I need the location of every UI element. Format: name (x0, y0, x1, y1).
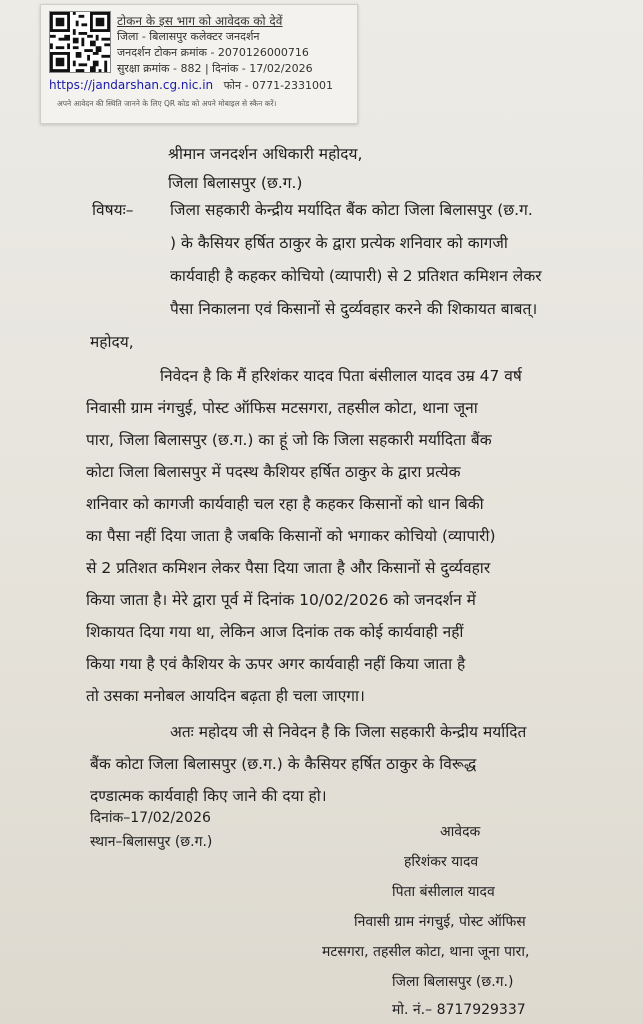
subject-label: विषयः– (92, 201, 134, 219)
signature-line: आवेदक (440, 824, 481, 840)
token-title: टोकन के इस भाग को आवेदक को देवें (117, 14, 283, 28)
subject-line: ) के कैसियर हर्षित ठाकुर के द्वारा प्रत्येक शनिवार को कागजी (170, 234, 508, 252)
token-note: अपने आवेदन की स्थिति जानने के लिए QR कोड को अपने मोबाइल से स्कैन करें। (57, 99, 277, 108)
token-url-link[interactable]: https://jandarshan.cg.nic.in (49, 78, 214, 92)
token-number-line: जनदर्शन टोकन क्रमांक - 2070126000716 (117, 46, 309, 59)
body-line: निवेदन है कि मैं हरिशंकर यादव पिता बंसीलाल यादव उम्र 47 वर्ष (160, 367, 522, 385)
letter-place: स्थान–बिलासपुर (छ.ग.) (90, 834, 213, 850)
signature-line: पिता बंसीलाल यादव (392, 884, 495, 900)
request-line: बैंक कोटा जिला बिलासपुर (छ.ग.) के कैसियर हर्षित ठाकुर के विरूद्ध (90, 755, 477, 773)
body-line: शनिवार को कागजी कार्यवाही चल रहा है कहकर किसानों को धान बिकी (86, 495, 484, 513)
body-line: किया गया है एवं कैशियर के ऊपर अगर कार्यवाही नहीं किया जाता है (86, 655, 466, 673)
addressee-line: जिला बिलासपुर (छ.ग.) (168, 174, 303, 192)
body-line: का पैसा नहीं दिया जाता है जबकि किसानों को भगाकर कोचियो (व्यापारी) (86, 527, 496, 545)
addressee-line: श्रीमान जनदर्शन अधिकारी महोदय, (168, 145, 363, 163)
jandarshan-token-slip (40, 4, 358, 124)
token-phone: फोन - 0771-2331001 (223, 79, 334, 92)
salutation: महोदय, (90, 333, 134, 351)
body-line: तो उसका मनोबल आयदिन बढ़ता ही चला जाएगा। (86, 687, 365, 705)
request-line: अतः महोदय जी से निवेदन है कि जिला सहकारी केन्द्रीय मर्यादित (170, 723, 527, 741)
subject-line: कार्यवाही है कहकर कोचियो (व्यापारी) से 2 प्रतिशत कमिशन लेकर (170, 267, 542, 285)
body-line: किया जाता है। मेरे द्वारा पूर्व में दिनांक 10/02/2026 को जनदर्शन में (86, 591, 476, 609)
signature-line: मो. नं.– 8717929337 (392, 1002, 526, 1018)
body-line: से 2 प्रतिशत कमिशन लेकर पैसा दिया जाता है और किसानों से दुर्व्यवहार (86, 559, 491, 577)
token-contact-line (49, 78, 333, 93)
letter-date: दिनांक–17/02/2026 (90, 810, 211, 826)
signature-line: हरिशंकर यादव (404, 854, 479, 870)
subject-line: पैसा निकालना एवं किसानों से दुर्व्यवहार करने की शिकायत बाबत्। (170, 300, 538, 318)
subject-line: जिला सहकारी केन्द्रीय मर्यादित बैंक कोटा जिला बिलासपुर (छ.ग. (170, 201, 533, 219)
body-line: शिकायत दिया गया था, लेकिन आज दिनांक तक कोई कार्यवाही नहीं (86, 623, 464, 641)
body-line: कोटा जिला बिलासपुर में पदस्थ कैशियर हर्षित ठाकुर के द्वारा प्रत्येक (86, 463, 461, 481)
signature-line: जिला बिलासपुर (छ.ग.) (392, 974, 514, 990)
qr-code-icon (49, 11, 111, 73)
signature-line: निवासी ग्राम नंगचुई, पोस्ट ऑफिस (354, 914, 526, 930)
request-line: दण्डात्मक कार्यवाही किए जाने की दया हो। (90, 787, 327, 805)
signature-line: मटसगरा, तहसील कोटा, थाना जूना पारा, (322, 944, 530, 960)
token-security-line (117, 61, 313, 76)
body-line: निवासी ग्राम नंगचुई, पोस्ट ऑफिस मटसगरा, तहसील कोटा, थाना जूना (86, 399, 478, 417)
token-district-line: जिला - बिलासपुर कलेक्टर जनदर्शन (117, 30, 260, 43)
body-line: पारा, जिला बिलासपुर (छ.ग.) का हूं जो कि जिला सहकारी मर्यादिता बैंक (86, 431, 492, 449)
token-security-text: सुरक्षा क्रमांक - 882 | दिनांक - 17/02/2026 (117, 62, 313, 75)
